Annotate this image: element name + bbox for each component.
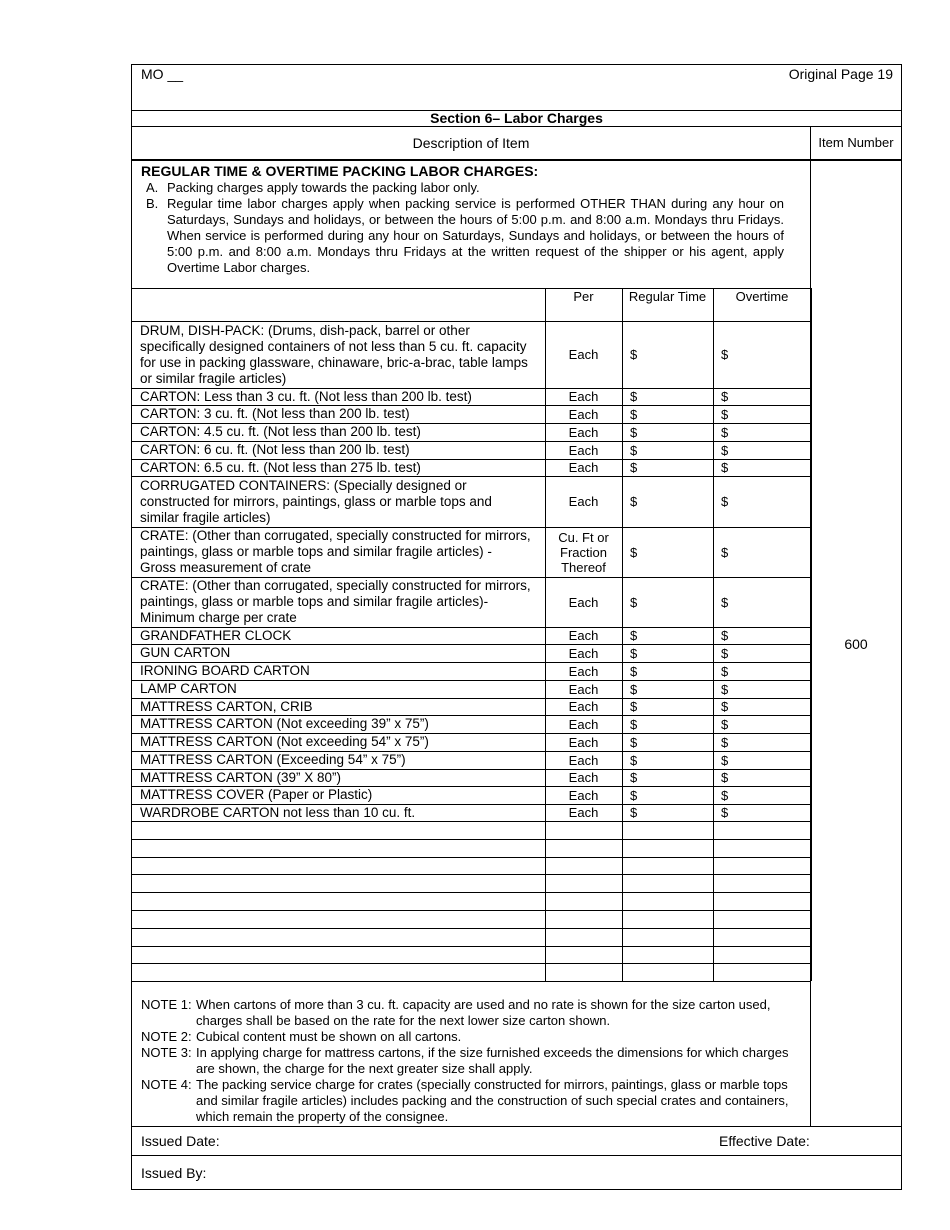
- item-description: CARTON: 6 cu. ft. (Not less than 200 lb. test): [140, 442, 410, 457]
- notes-block: [141, 997, 801, 1125]
- item-regular-rate: $: [630, 663, 638, 679]
- item-per: Each: [568, 460, 599, 475]
- item-regular-rate: $: [630, 805, 638, 820]
- intro-heading: REGULAR TIME & OVERTIME PACKING LABOR CHARGES:: [141, 163, 539, 179]
- item-number-header: Item Number: [818, 135, 894, 150]
- tariff-page: [131, 64, 902, 1190]
- item-overtime-rate: $: [721, 770, 729, 785]
- item-regular-rate: $: [630, 406, 638, 422]
- item-number: 600: [844, 636, 868, 652]
- note-1: NOTE 1: When cartons of more than 3 cu. ft. capacity are used and no rate is shown for the size carton used, charges shall be based on the rate for the next lower size carton shown.: [141, 997, 771, 1028]
- item-overtime-rate: $: [721, 716, 729, 732]
- item-overtime-rate: $: [721, 752, 729, 768]
- column-header-regular-time: Regular Time: [628, 289, 707, 304]
- item-description: LAMP CARTON: [140, 681, 237, 696]
- item-description: MATTRESS CARTON (Not exceeding 39” x 75”): [140, 716, 429, 731]
- item-description: MATTRESS CARTON (39” X 80”): [140, 769, 342, 785]
- item-per: Each: [568, 406, 599, 422]
- mo-label: MO __: [141, 66, 184, 82]
- item-per: Each: [568, 787, 599, 803]
- item-overtime-rate: $: [721, 460, 729, 475]
- item-overtime-rate: $: [721, 544, 729, 560]
- item-per: Each: [568, 389, 599, 404]
- item-description: IRONING BOARD CARTON: [140, 663, 310, 678]
- item-description: CARTON: 4.5 cu. ft. (Not less than 200 lb. test): [140, 424, 421, 439]
- item-regular-rate: $: [630, 645, 638, 661]
- item-per: Each: [568, 752, 599, 768]
- item-per: Each: [568, 494, 599, 509]
- intro-point-b: B. Regular time labor charges apply when packing service is performed OTHER THAN during any hour on Saturdays, Sundays and holidays, or between the hours of 5:00 p.m. and 8:00 a.m. Mondays thru Fridays. When service is performed during any hour on Saturdays, Sundays and holidays, or between the hours of 5:00 p.m. and 8:00 a.m. Mondays thru Fridays at the written request of the shipper or his agent, apply Overtime Labor charges.: [146, 196, 784, 275]
- item-overtime-rate: $: [721, 494, 729, 509]
- rate-table: [132, 288, 811, 981]
- item-regular-rate: $: [630, 347, 638, 362]
- item-overtime-rate: $: [721, 594, 729, 610]
- item-overtime-rate: $: [721, 787, 729, 803]
- item-regular-rate: $: [630, 460, 638, 475]
- item-description: MATTRESS CARTON, CRIB: [140, 698, 313, 714]
- item-per: Each: [568, 424, 599, 440]
- item-per: Each: [568, 347, 599, 362]
- item-per: Each: [568, 716, 599, 732]
- item-overtime-rate: $: [721, 663, 729, 679]
- item-regular-rate: $: [630, 594, 638, 610]
- item-overtime-rate: $: [721, 628, 729, 643]
- item-overtime-rate: $: [721, 347, 729, 362]
- item-regular-rate: $: [630, 544, 638, 560]
- item-description: CARTON: 6.5 cu. ft. (Not less than 275 lb. test): [140, 459, 421, 475]
- item-description: CRATE: (Other than corrugated, specially constructed for mirrors, paintings, glass or marble tops and similar fragile articles) - Gross measurement of crate: [140, 528, 531, 575]
- item-regular-rate: $: [630, 716, 638, 732]
- item-regular-rate: $: [630, 734, 638, 750]
- item-description: CARTON: Less than 3 cu. ft. (Not less than 200 lb. test): [140, 388, 472, 404]
- item-regular-rate: $: [630, 389, 638, 404]
- item-per: Cu. Ft or Fraction Thereof: [558, 529, 609, 575]
- item-per: Each: [568, 594, 599, 610]
- intro-block: [141, 163, 784, 276]
- item-per: Each: [568, 628, 599, 643]
- intro-point-a: A. Packing charges apply towards the packing labor only.: [146, 180, 480, 195]
- item-description: MATTRESS CARTON (Exceeding 54” x 75”): [140, 752, 406, 767]
- item-regular-rate: $: [630, 770, 638, 785]
- item-per: Each: [568, 645, 599, 661]
- column-header-overtime: Overtime: [735, 289, 789, 304]
- column-header-per: Per: [573, 289, 594, 304]
- item-description: GUN CARTON: [140, 645, 231, 660]
- section-title: Section 6– Labor Charges: [430, 110, 603, 126]
- item-regular-rate: $: [630, 442, 638, 458]
- item-overtime-rate: $: [721, 424, 729, 440]
- item-per: Each: [568, 770, 599, 785]
- item-overtime-rate: $: [721, 699, 729, 714]
- item-description: MATTRESS CARTON (Not exceeding 54” x 75”): [140, 734, 429, 749]
- item-per: Each: [568, 442, 599, 458]
- item-overtime-rate: $: [721, 389, 729, 404]
- item-regular-rate: $: [630, 681, 638, 697]
- item-description: CRATE: (Other than corrugated, specially constructed for mirrors, paintings, glass or marble tops and similar fragile articles)- Minimum charge per crate: [140, 578, 531, 625]
- item-regular-rate: $: [630, 424, 638, 440]
- item-description: WARDROBE CARTON not less than 10 cu. ft.: [140, 804, 416, 820]
- item-regular-rate: $: [630, 787, 638, 803]
- note-2: NOTE 2: Cubical content must be shown on all cartons.: [141, 1029, 462, 1044]
- issued-date-label: Issued Date:: [141, 1133, 220, 1149]
- page-label: Original Page 19: [788, 66, 893, 82]
- item-regular-rate: $: [630, 494, 638, 509]
- item-overtime-rate: $: [721, 442, 729, 458]
- item-per: Each: [568, 805, 599, 820]
- item-per: Each: [568, 663, 599, 679]
- item-description: GRANDFATHER CLOCK: [140, 627, 292, 643]
- item-description: CARTON: 3 cu. ft. (Not less than 200 lb. test): [140, 406, 410, 421]
- item-per: Each: [568, 734, 599, 750]
- item-regular-rate: $: [630, 699, 638, 714]
- item-description: CORRUGATED CONTAINERS: (Specially designed or constructed for mirrors, paintings, glass or marble tops and similar fragile articles): [140, 477, 492, 525]
- item-description: DRUM, DISH-PACK: (Drums, dish-pack, barrel or other specifically designed containers of not less than 5 cu. ft. capacity for use in packing glassware, chinaware, bric-a-brac, table lamps or similar fragile articles): [140, 322, 528, 386]
- item-overtime-rate: $: [721, 681, 729, 697]
- item-regular-rate: $: [630, 628, 638, 643]
- item-overtime-rate: $: [721, 645, 729, 661]
- effective-date-label: Effective Date:: [719, 1133, 810, 1149]
- note-4: NOTE 4: The packing service charge for crates (specially constructed for mirrors, paintings, glass or marble tops and similar fragile articles) includes packing and the construction of such special crates and containers, which remain the property of the consignee.: [141, 1077, 789, 1124]
- item-regular-rate: $: [630, 752, 638, 768]
- item-per: Each: [568, 681, 599, 697]
- item-per: Each: [568, 699, 599, 714]
- intro-list: [132, 180, 784, 276]
- description-header: Description of Item: [412, 134, 530, 151]
- item-overtime-rate: $: [721, 406, 729, 422]
- item-overtime-rate: $: [721, 805, 729, 820]
- item-description: MATTRESS COVER (Paper or Plastic): [140, 787, 373, 802]
- issued-by-label: Issued By:: [141, 1165, 207, 1181]
- note-3: NOTE 3: In applying charge for mattress cartons, if the size furnished exceeds the dimensions for which charges are shown, the charge for the next greater size shall apply.: [141, 1045, 789, 1076]
- item-overtime-rate: $: [721, 734, 729, 750]
